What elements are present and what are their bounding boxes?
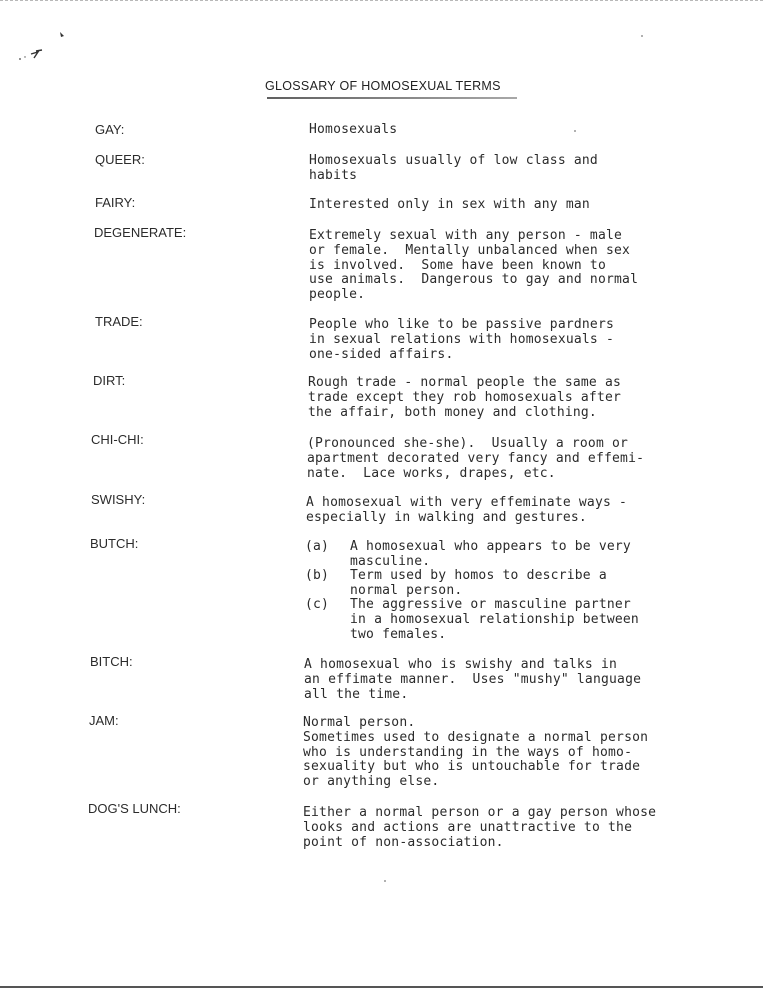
entry-definition: Interested only in sex with any man [309,197,590,212]
entry-definition: Normal person. Sometimes used to designate a normal person who is understanding in the ways of homo- sexuality but who is untouchable for trade or anything else. [303,715,649,790]
entry-definition: A homosexual who is swishy and talks in an effimate manner. Uses "mushy" language all the time. [304,657,642,702]
entry-term: JAM: [89,713,119,728]
sub-text: Term used by homos to describe a normal person. [350,568,607,598]
page-top-edge [0,0,763,1]
page-title: GLOSSARY OF HOMOSEXUAL TERMS [265,79,501,93]
entry-term: DOG'S LUNCH: [88,801,181,816]
sub-text: A homosexual who appears to be very masculine. [350,539,631,569]
entry-term: QUEER: [95,152,145,167]
entry-definition: Extremely sexual with any person - male or female. Mentally unbalanced when sex is involved. Some have been known to use animals. Dangerous to gay and normal people. [309,228,639,303]
scan-speck [574,130,576,132]
entry-term: DEGENERATE: [94,225,187,240]
pen-mark-icon [16,28,76,68]
butch-sub-c [305,597,639,657]
page-bottom-edge [0,986,763,988]
sub-label: (a) [305,539,330,554]
entry-definition: A homosexual with very effeminate ways - especially in walking and gestures. [306,495,628,525]
entry-definition: Homosexuals [309,122,398,137]
entry-term: FAIRY: [95,195,136,210]
scan-speck [641,35,643,37]
entry-definition: Either a normal person or a gay person whose looks and actions are unattractive to the point of non-association. [303,805,657,850]
entry-definition: Rough trade - normal people the same as trade except they rob homosexuals after the affair, both money and clothing. [308,375,622,420]
sub-label: (c) [305,597,330,612]
entry-definition: People who like to be passive pardners in sexual relations with homosexuals - one-sided affairs. [309,317,615,362]
entry-term: BITCH: [90,654,133,669]
entry-definition: Homosexuals usually of low class and habits [309,153,598,183]
title-underline [267,97,517,99]
entry-definition: (Pronounced she-she). Usually a room or apartment decorated very fancy and effemi- nate. Lace works, drapes, etc. [307,436,645,481]
sub-label: (b) [305,568,330,583]
sub-text: The aggressive or masculine partner in a homosexual relationship between two females. [350,597,639,642]
entry-term: DIRT: [93,373,126,388]
entry-term: TRADE: [95,314,143,329]
entry-term: SWISHY: [91,492,146,507]
scan-speck [384,880,386,882]
entry-term: BUTCH: [90,536,139,551]
entry-term: CHI-CHI: [91,432,144,447]
entry-term: GAY: [95,122,125,137]
